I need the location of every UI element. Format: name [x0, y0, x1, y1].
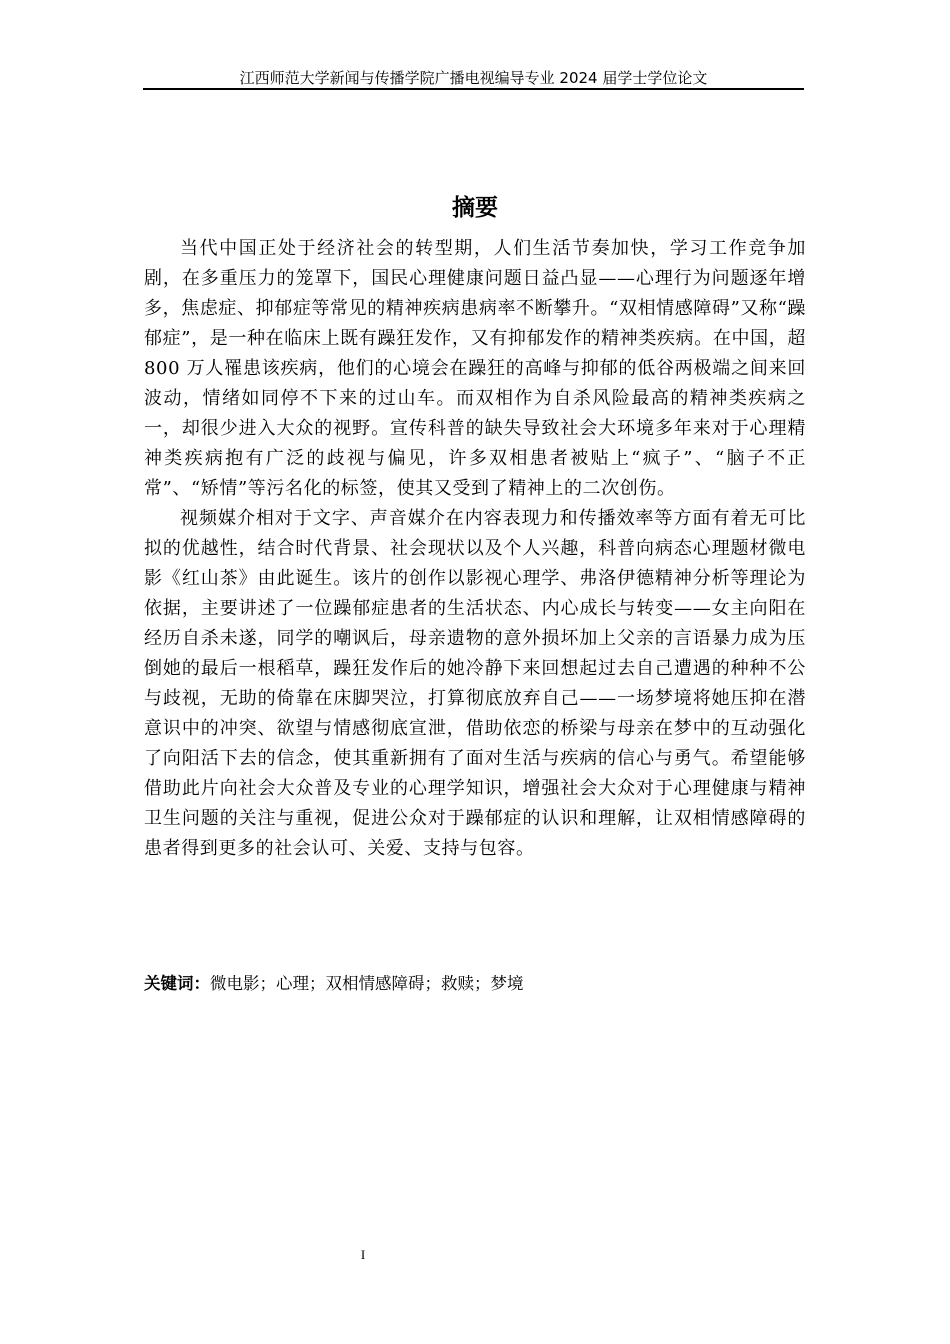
page-number: I: [360, 1247, 366, 1262]
keywords-line: [144, 970, 524, 998]
abstract-paragraph-2: 视频媒介相对于文字、声音媒介在内容表现力和传播效率等方面有着无可比拟的优越性，结合时代背景、社会现状以及个人兴趣，科普向病态心理题材微电影《红山茶》由此诞生。该片的创作以影视心理学、弗洛伊德精神分析等理论为依据，主要讲述了一位躁郁症患者的生活状态、内心成长与转变——女主向阳在经历自杀未遂，同学的嘲讽后，母亲遗物的意外损坏加上父亲的言语暴力成为压倒她的最后一根稻草，躁狂发作后的她冷静下来回想起过去自己遭遇的种种不公与歧视，无助的倚靠在床脚哭泣，打算彻底放弃自己——一场梦境将她压抑在潜意识中的冲突、欲望与情感彻底宣泄，借助依恋的桥梁与母亲在梦中的互动强化了向阳活下去的信念，使其重新拥有了面对生活与疾病的信心与勇气。希望能够借助此片向社会大众普及专业的心理学知识，增强社会大众对于心理健康与精神卫生问题的关注与重视，促进公众对于躁郁症的认识和理解，让双相情感障碍的患者得到更多的社会认可、关爱、支持与包容。: [144, 508, 806, 859]
page-title: 摘要: [452, 195, 498, 221]
header-text: 江西师范大学新闻与传播学院广播电视编导专业 2024 届学士学位论文: [239, 69, 708, 87]
keywords-label: 关键词：: [144, 974, 210, 993]
abstract-body: [144, 234, 806, 864]
page-header: [143, 68, 804, 90]
keywords-values: 微电影；心理；双相情感障碍；救赎；梦境: [210, 974, 524, 993]
abstract-paragraph-1: 当代中国正处于经济社会的转型期，人们生活节奏加快，学习工作竞争加剧，在多重压力的笼罩下，国民心理健康问题日益凸显——心理行为问题逐年增多，焦虑症、抑郁症等常见的精神疾病患病率不断攀升。“双相情感障碍”又称“躁郁症”，是一种在临床上既有躁狂发作，又有抑郁发作的精神类疾病。在中国，超 800 万人罹患该疾病，他们的心境会在躁狂的高峰与抑郁的低谷两极端之间来回波动，情绪如同停不下来的过山车。而双相作为自杀风险最高的精神类疾病之一，却很少进入大众的视野。宣传科普的缺失导致社会大环境多年来对于心理精神类疾病抱有广泛的歧视与偏见，许多双相患者被贴上“疯子”、“脑子不正常”、“矫情”等污名化的标签，使其又受到了精神上的二次创伤。: [144, 238, 806, 499]
